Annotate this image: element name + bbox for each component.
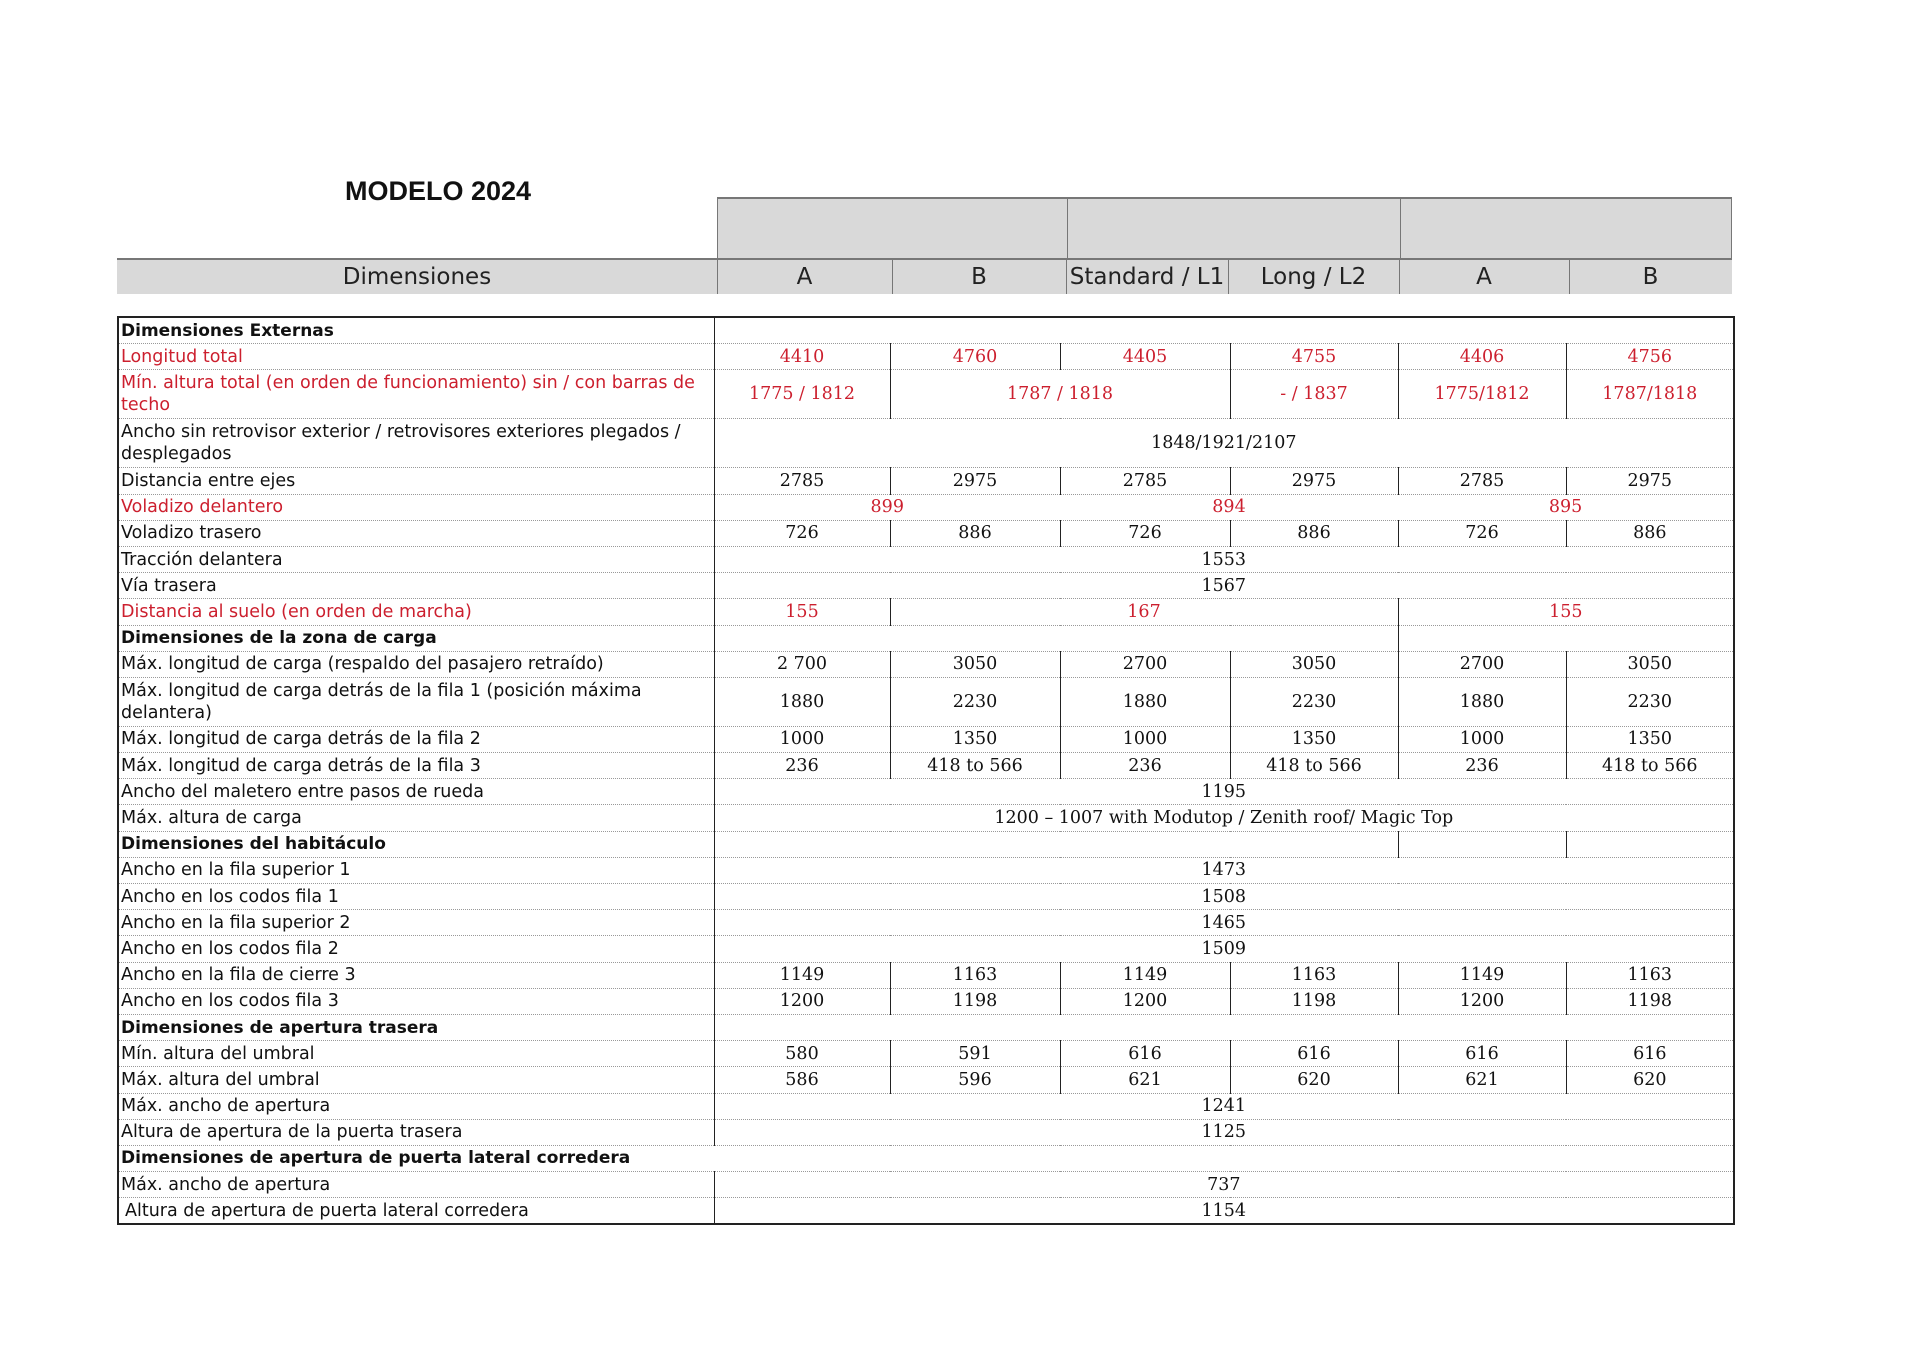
cell: 1149 [714,962,890,988]
cell: 2700 [1398,651,1566,677]
section-row [118,317,1734,344]
cell: 1880 [1060,677,1230,726]
section-row [118,831,1734,857]
table-row [118,936,1734,962]
section-row [118,1014,1734,1040]
cell: 1000 [714,726,890,752]
cell: 616 [1060,1041,1230,1067]
cell: 580 [714,1041,890,1067]
row-label: Altura de apertura de puerta lateral corredera [118,1198,714,1225]
table-row [118,805,1734,831]
row-label: Máx. longitud de carga detrás de la fila 1 (posición máxima delantera) [118,677,714,726]
cell: 3050 [1230,651,1398,677]
cell: 620 [1230,1067,1398,1093]
table-row [118,468,1734,494]
cell: 1163 [1230,962,1398,988]
table-row [118,779,1734,805]
cell: 1163 [1566,962,1734,988]
row-label: Máx. longitud de carga detrás de la fila 2 [118,726,714,752]
table-row [118,1119,1734,1145]
cell: 3050 [1566,651,1734,677]
page-title: MODELO 2024 [345,176,532,206]
cell: 726 [714,520,890,546]
table-row [118,344,1734,370]
header-col-standard: Standard / L1 [1069,264,1225,290]
table-row [118,651,1734,677]
header-row [117,258,1732,294]
cell: 3050 [890,651,1060,677]
table-row [118,726,1734,752]
table-row [118,753,1734,779]
table-row [118,370,1734,419]
table-row [118,520,1734,546]
cell: 236 [1060,753,1230,779]
cell: 1200 [714,988,890,1014]
cell: 1567 [714,573,1734,599]
cell: 726 [1060,520,1230,546]
row-label: Ancho en la fila de cierre 3 [118,962,714,988]
cell: 1163 [890,962,1060,988]
cell: 1198 [1566,988,1734,1014]
table-row [118,1067,1734,1093]
cell: 2975 [1566,468,1734,494]
cell: 1350 [1566,726,1734,752]
cell: 621 [1060,1067,1230,1093]
cell: 155 [1398,599,1734,625]
header-col-a: A [796,264,813,290]
cell: 620 [1566,1067,1734,1093]
cell: 596 [890,1067,1060,1093]
header-dimensiones: Dimensiones [342,264,492,290]
cell: 2230 [1230,677,1398,726]
section-label: Dimensiones de apertura trasera [118,1014,714,1040]
cell: 1149 [1060,962,1230,988]
row-label: Máx. altura de carga [118,805,714,831]
cell: 1508 [714,884,1734,910]
cell: 2230 [1566,677,1734,726]
table-row [118,419,1734,468]
cell: 4405 [1060,344,1230,370]
cell: 155 [714,599,890,625]
cell: 418 to 566 [1230,753,1398,779]
cell: 1880 [1398,677,1566,726]
cell: 726 [1398,520,1566,546]
cell: 1787/1818 [1566,370,1734,419]
row-label: Ancho sin retrovisor exterior / retrovisores exteriores plegados / desplegados [118,419,714,468]
column-header [117,197,1732,294]
row-label: Ancho en la fila superior 1 [118,857,714,883]
cell: 616 [1566,1041,1734,1067]
header-col-b2: B [1642,264,1659,290]
cell: 1350 [890,726,1060,752]
row-label: Ancho en los codos fila 2 [118,936,714,962]
cell: 621 [1398,1067,1566,1093]
cell: - / 1837 [1230,370,1398,419]
row-label: Máx. longitud de carga (respaldo del pasajero retraído) [118,651,714,677]
cell: 236 [1398,753,1566,779]
row-label: Longitud total [118,344,714,370]
row-label: Máx. altura del umbral [118,1067,714,1093]
cell: 1000 [1060,726,1230,752]
table-row [118,677,1734,726]
cell: 2975 [890,468,1060,494]
cell: 1198 [1230,988,1398,1014]
cell: 418 to 566 [890,753,1060,779]
cell: 2785 [1060,468,1230,494]
table-row [118,1172,1734,1198]
table-row [118,573,1734,599]
cell: 616 [1398,1041,1566,1067]
row-label: Altura de apertura de la puerta trasera [118,1119,714,1145]
table-row [118,1041,1734,1067]
row-label: Máx. longitud de carga detrás de la fila 3 [118,753,714,779]
table-row [118,910,1734,936]
cell: 1787 / 1818 [890,370,1230,419]
cell: 1200 – 1007 with Modutop / Zenith roof/ Magic Top [714,805,1734,831]
section-label: Dimensiones Externas [118,317,714,344]
row-label: Mín. altura del umbral [118,1041,714,1067]
cell: 2230 [890,677,1060,726]
section-label: Dimensiones de la zona de carga [118,625,714,651]
cell: 586 [714,1067,890,1093]
cell: 1241 [714,1093,1734,1119]
cell: 1775 / 1812 [714,370,890,419]
cell: 418 to 566 [1566,753,1734,779]
section-row [118,1145,1734,1171]
cell: 895 [1398,494,1734,520]
cell: 894 [1060,494,1398,520]
cell: 4410 [714,344,890,370]
header-col-long: Long / L2 [1260,264,1367,290]
section-row [118,625,1734,651]
cell: 886 [890,520,1060,546]
cell: 886 [1566,520,1734,546]
section-label: Dimensiones del habitáculo [118,831,714,857]
cell: 1125 [714,1119,1734,1145]
table-row [118,1198,1734,1225]
cell: 2975 [1230,468,1398,494]
row-label: Tracción delantera [118,546,714,572]
row-label: Distancia entre ejes [118,468,714,494]
cell: 167 [890,599,1398,625]
cell: 1465 [714,910,1734,936]
row-label: Ancho en los codos fila 3 [118,988,714,1014]
row-label: Ancho en los codos fila 1 [118,884,714,910]
cell: 4760 [890,344,1060,370]
cell: 1848/1921/2107 [714,419,1734,468]
cell: 899 [714,494,1060,520]
cell: 1149 [1398,962,1566,988]
table-row [118,884,1734,910]
cell: 1880 [714,677,890,726]
cell: 1200 [1398,988,1566,1014]
cell: 1509 [714,936,1734,962]
table-row [118,857,1734,883]
row-label: Voladizo delantero [118,494,714,520]
cell: 1000 [1398,726,1566,752]
row-label: Máx. ancho de apertura [118,1093,714,1119]
cell: 1154 [714,1198,1734,1225]
cell: 2785 [1398,468,1566,494]
cell: 886 [1230,520,1398,546]
row-label: Ancho del maletero entre pasos de rueda [118,779,714,805]
table-row [118,988,1734,1014]
row-label: Distancia al suelo (en orden de marcha) [118,599,714,625]
row-label: Mín. altura total (en orden de funcionamiento) sin / con barras de techo [118,370,714,419]
cell: 591 [890,1041,1060,1067]
cell: 1198 [890,988,1060,1014]
cell: 236 [714,753,890,779]
table-row [118,1093,1734,1119]
cell: 1473 [714,857,1734,883]
cell: 1200 [1060,988,1230,1014]
cell: 616 [1230,1041,1398,1067]
row-label: Voladizo trasero [118,520,714,546]
cell: 4406 [1398,344,1566,370]
row-label: Ancho en la fila superior 2 [118,910,714,936]
brand-band [717,197,1732,258]
header-col-b: B [971,264,987,290]
table-row [118,494,1734,520]
cell: 737 [714,1172,1734,1198]
table-row [118,599,1734,625]
row-label: Máx. ancho de apertura [118,1172,714,1198]
cell: 4756 [1566,344,1734,370]
cell: 1553 [714,546,1734,572]
dimensions-table [117,316,1735,1225]
cell: 1775/1812 [1398,370,1566,419]
table-row [118,962,1734,988]
header-col-a2: A [1476,264,1492,290]
row-label: Vía trasera [118,573,714,599]
cell: 2785 [714,468,890,494]
table-row [118,546,1734,572]
cell: 1350 [1230,726,1398,752]
cell: 4755 [1230,344,1398,370]
cell: 2 700 [714,651,890,677]
cell: 2700 [1060,651,1230,677]
cell: 1195 [714,779,1734,805]
section-label: Dimensiones de apertura de puerta lateral corredera [118,1145,1734,1171]
